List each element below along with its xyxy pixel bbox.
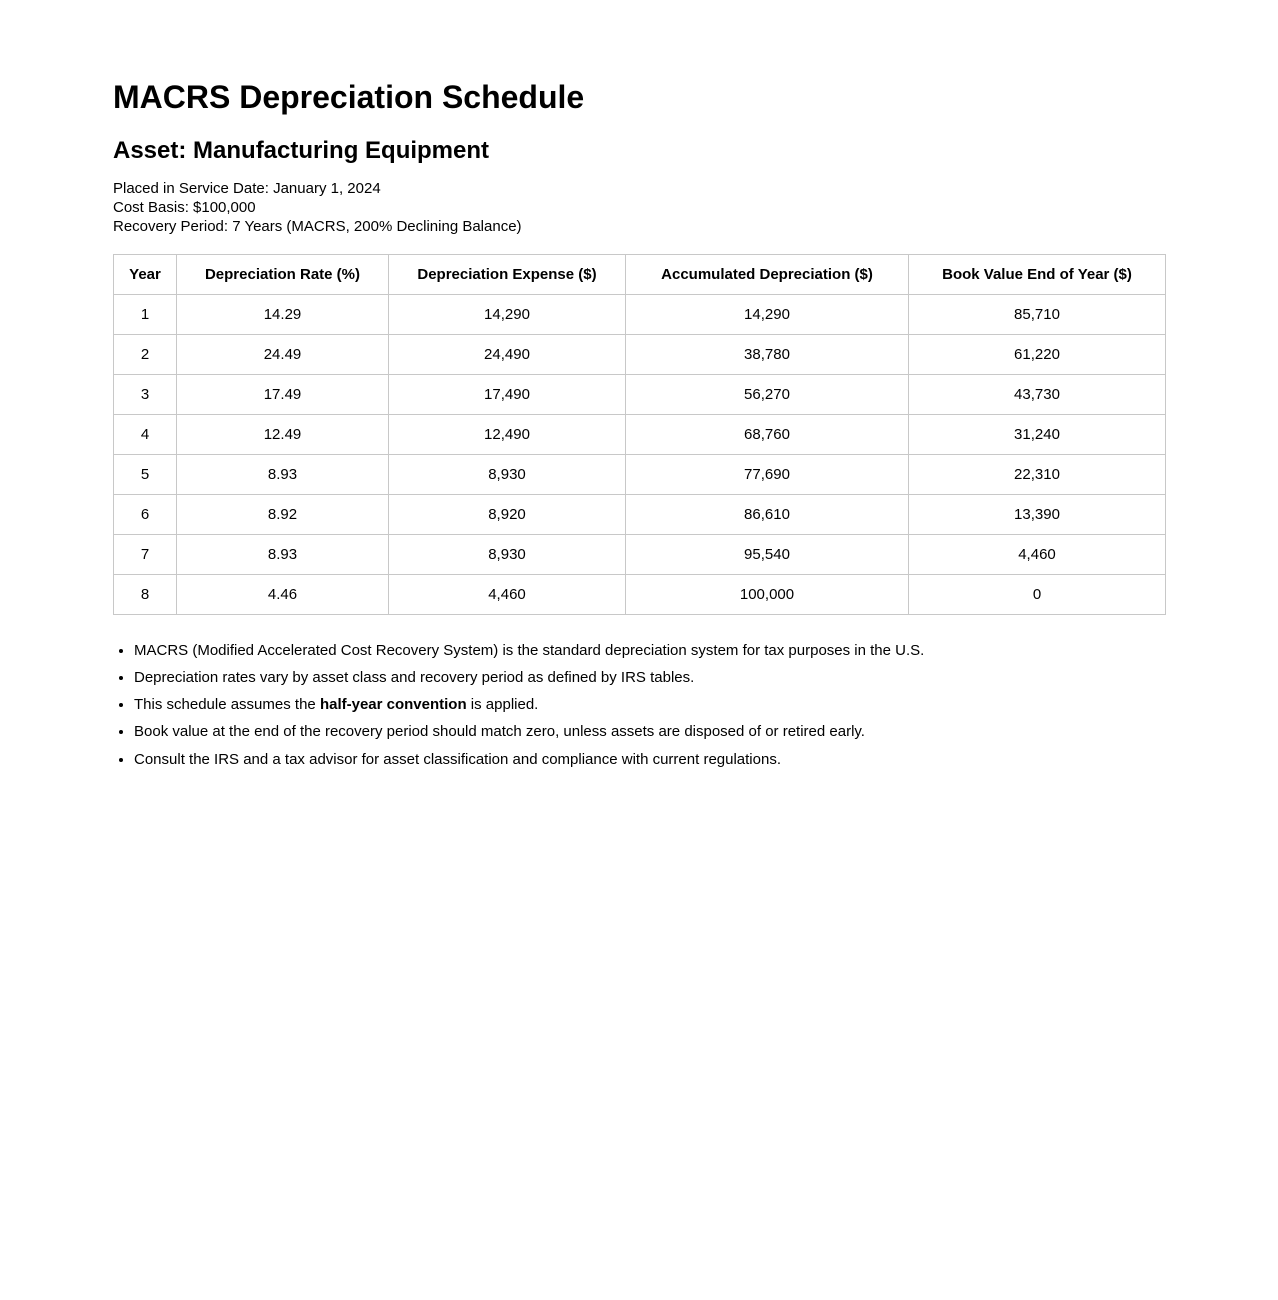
table-cell: 38,780 [626, 334, 909, 374]
info-line: Placed in Service Date: January 1, 2024 [113, 180, 381, 198]
table-row [114, 534, 1166, 574]
table-cell: 3 [114, 374, 177, 414]
table-cell: 86,610 [626, 494, 909, 534]
table-cell: 0 [909, 574, 1166, 614]
table-cell: 12,490 [389, 414, 626, 454]
column-header: Depreciation Rate (%) [177, 254, 389, 294]
column-header: Depreciation Expense ($) [389, 254, 626, 294]
table-cell: 24.49 [177, 334, 389, 374]
table-cell: 85,710 [909, 294, 1166, 334]
table-body [114, 294, 1166, 614]
table-cell: 7 [114, 534, 177, 574]
table-cell: 14.29 [177, 294, 389, 334]
table-cell: 4,460 [389, 574, 626, 614]
info-line: Recovery Period: 7 Years (MACRS, 200% Declining Balance) [113, 217, 522, 235]
column-header: Accumulated Depreciation ($) [626, 254, 909, 294]
notes-list [113, 641, 1165, 770]
table-cell: 4 [114, 414, 177, 454]
table-row [114, 454, 1166, 494]
note-item: • MACRS (Modified Accelerated Cost Recovery System) is the standard depreciation system for tax purposes in the U.S. [134, 641, 1165, 661]
table-row [114, 494, 1166, 534]
table-cell: 13,390 [909, 494, 1166, 534]
table-cell: 4,460 [909, 534, 1166, 574]
table-cell: 6 [114, 494, 177, 534]
table-cell: 8.92 [177, 494, 389, 534]
table-cell: 4.46 [177, 574, 389, 614]
table-cell: 68,760 [626, 414, 909, 454]
table-cell: 8,930 [389, 454, 626, 494]
table-cell: 8.93 [177, 454, 389, 494]
table-cell: 12.49 [177, 414, 389, 454]
table-cell: 1 [114, 294, 177, 334]
depreciation-table [113, 254, 1166, 615]
table-cell: 22,310 [909, 454, 1166, 494]
table-cell: 43,730 [909, 374, 1166, 414]
table-cell: 8,930 [389, 534, 626, 574]
table-cell: 2 [114, 334, 177, 374]
note-item: • Book value at the end of the recovery period should match zero, unless assets are disposed of or retired early. [134, 722, 1165, 742]
table-cell: 77,690 [626, 454, 909, 494]
table-row [114, 414, 1166, 454]
table-cell: 8,920 [389, 494, 626, 534]
asset-subtitle: Asset: Manufacturing Equipment [113, 136, 490, 164]
page-title: MACRS Depreciation Schedule [113, 79, 585, 115]
note-item: • Depreciation rates vary by asset class and recovery period as defined by IRS tables. [134, 668, 1165, 688]
table-cell: 100,000 [626, 574, 909, 614]
table-row [114, 334, 1166, 374]
note-item: • Consult the IRS and a tax advisor for asset classification and compliance with current regulations. [134, 750, 1165, 770]
table-cell: 14,290 [626, 294, 909, 334]
table-row [114, 294, 1166, 334]
column-header: Book Value End of Year ($) [909, 254, 1166, 294]
table-header-row [114, 254, 1166, 294]
table-cell: 8 [114, 574, 177, 614]
table-cell: 95,540 [626, 534, 909, 574]
table-row [114, 574, 1166, 614]
note-item: • This schedule assumes the half-year convention is applied. [134, 695, 1165, 715]
table-cell: 56,270 [626, 374, 909, 414]
table-cell: 24,490 [389, 334, 626, 374]
table-cell: 8.93 [177, 534, 389, 574]
asset-info [113, 180, 1165, 236]
document [113, 0, 1165, 837]
table-cell: 14,290 [389, 294, 626, 334]
table-cell: 17,490 [389, 374, 626, 414]
table-cell: 61,220 [909, 334, 1166, 374]
info-line: Cost Basis: $100,000 [113, 199, 256, 217]
table-cell: 31,240 [909, 414, 1166, 454]
table-cell: 17.49 [177, 374, 389, 414]
column-header: Year [114, 254, 177, 294]
table-row [114, 374, 1166, 414]
table-cell: 5 [114, 454, 177, 494]
